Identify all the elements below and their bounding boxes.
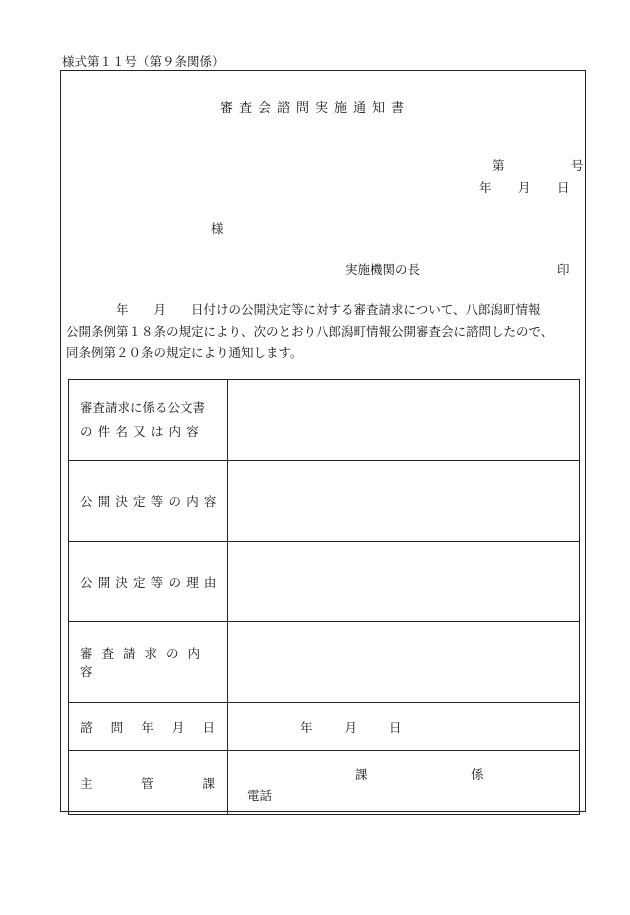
- table-row-decision-content: [69, 461, 580, 542]
- body-line-3: 同条例第２０条の規定により通知します。: [66, 345, 303, 360]
- document-title: 審査会諮問実施通知書: [219, 101, 410, 116]
- value-request-content[interactable]: [228, 622, 580, 703]
- value-document-subject[interactable]: [228, 380, 580, 461]
- table-row-decision-reason: [69, 542, 580, 622]
- form-number: 様式第１１号（第９条関係）: [62, 54, 225, 69]
- sender-label: 実施機関の長: [345, 262, 421, 277]
- inquiry-month-label: 月: [344, 719, 358, 735]
- table-row-department: [69, 751, 580, 815]
- date-month-label: 月: [518, 180, 531, 195]
- label-document-subject: [69, 380, 228, 461]
- inquiry-day-label: 日: [389, 719, 402, 735]
- label-department-char-3: 課: [202, 775, 215, 791]
- label-inquiry-date-char-5: 日: [202, 719, 215, 735]
- number-dai-label: 第: [492, 158, 505, 173]
- label-inquiry-date-char-1: 諮: [80, 719, 93, 735]
- table-row-request-content: [69, 622, 580, 703]
- label-department-char-2: 管: [141, 775, 154, 791]
- label-department: [69, 751, 228, 815]
- number-go-label: 号: [571, 158, 584, 173]
- label-inquiry-date-char-4: 月: [171, 719, 185, 735]
- label-document-subject-line2: の件名又は内容: [80, 424, 204, 439]
- table-row-inquiry-date: [69, 703, 580, 751]
- label-decision-content: [69, 461, 228, 542]
- department-phone-label: 電話: [247, 788, 273, 803]
- addressee-suffix: 様: [211, 221, 224, 236]
- value-inquiry-date[interactable]: [228, 703, 580, 751]
- date-year-label: 年: [479, 180, 492, 195]
- value-department[interactable]: [228, 751, 580, 815]
- label-document-subject-line1: 審査請求に係る公文書: [80, 400, 206, 415]
- department-kakari-label: 係: [471, 767, 484, 782]
- notice-body: [66, 299, 584, 364]
- label-request-content-text: 審査請求の内容: [80, 646, 210, 679]
- label-inquiry-date-char-2: 問: [110, 719, 124, 735]
- value-decision-reason[interactable]: [228, 542, 580, 622]
- date-day-label: 日: [557, 180, 570, 195]
- inquiry-year-label: 年: [300, 719, 313, 735]
- label-inquiry-date: [69, 703, 228, 751]
- body-line-2: 公開条例第１８条の規定により、次のとおり八郎潟町情報公開審査会に諮問したので、: [66, 323, 554, 339]
- department-ka-label: 課: [355, 767, 368, 782]
- label-decision-content-text: 公開決定等の内容: [80, 494, 222, 509]
- label-request-content: [69, 622, 228, 703]
- label-inquiry-date-char-3: 年: [141, 719, 154, 735]
- label-decision-reason: [69, 542, 228, 622]
- table-row-document-subject: [69, 380, 580, 461]
- seal-mark: 印: [557, 262, 570, 277]
- label-department-char-1: 主: [80, 775, 93, 791]
- value-decision-content[interactable]: [228, 461, 580, 542]
- label-decision-reason-text: 公開決定等の理由: [80, 574, 222, 590]
- detail-table: [68, 379, 580, 815]
- body-line-1: 年 月 日付けの公開決定等に対する審査請求について、八郎潟町情報: [66, 302, 541, 317]
